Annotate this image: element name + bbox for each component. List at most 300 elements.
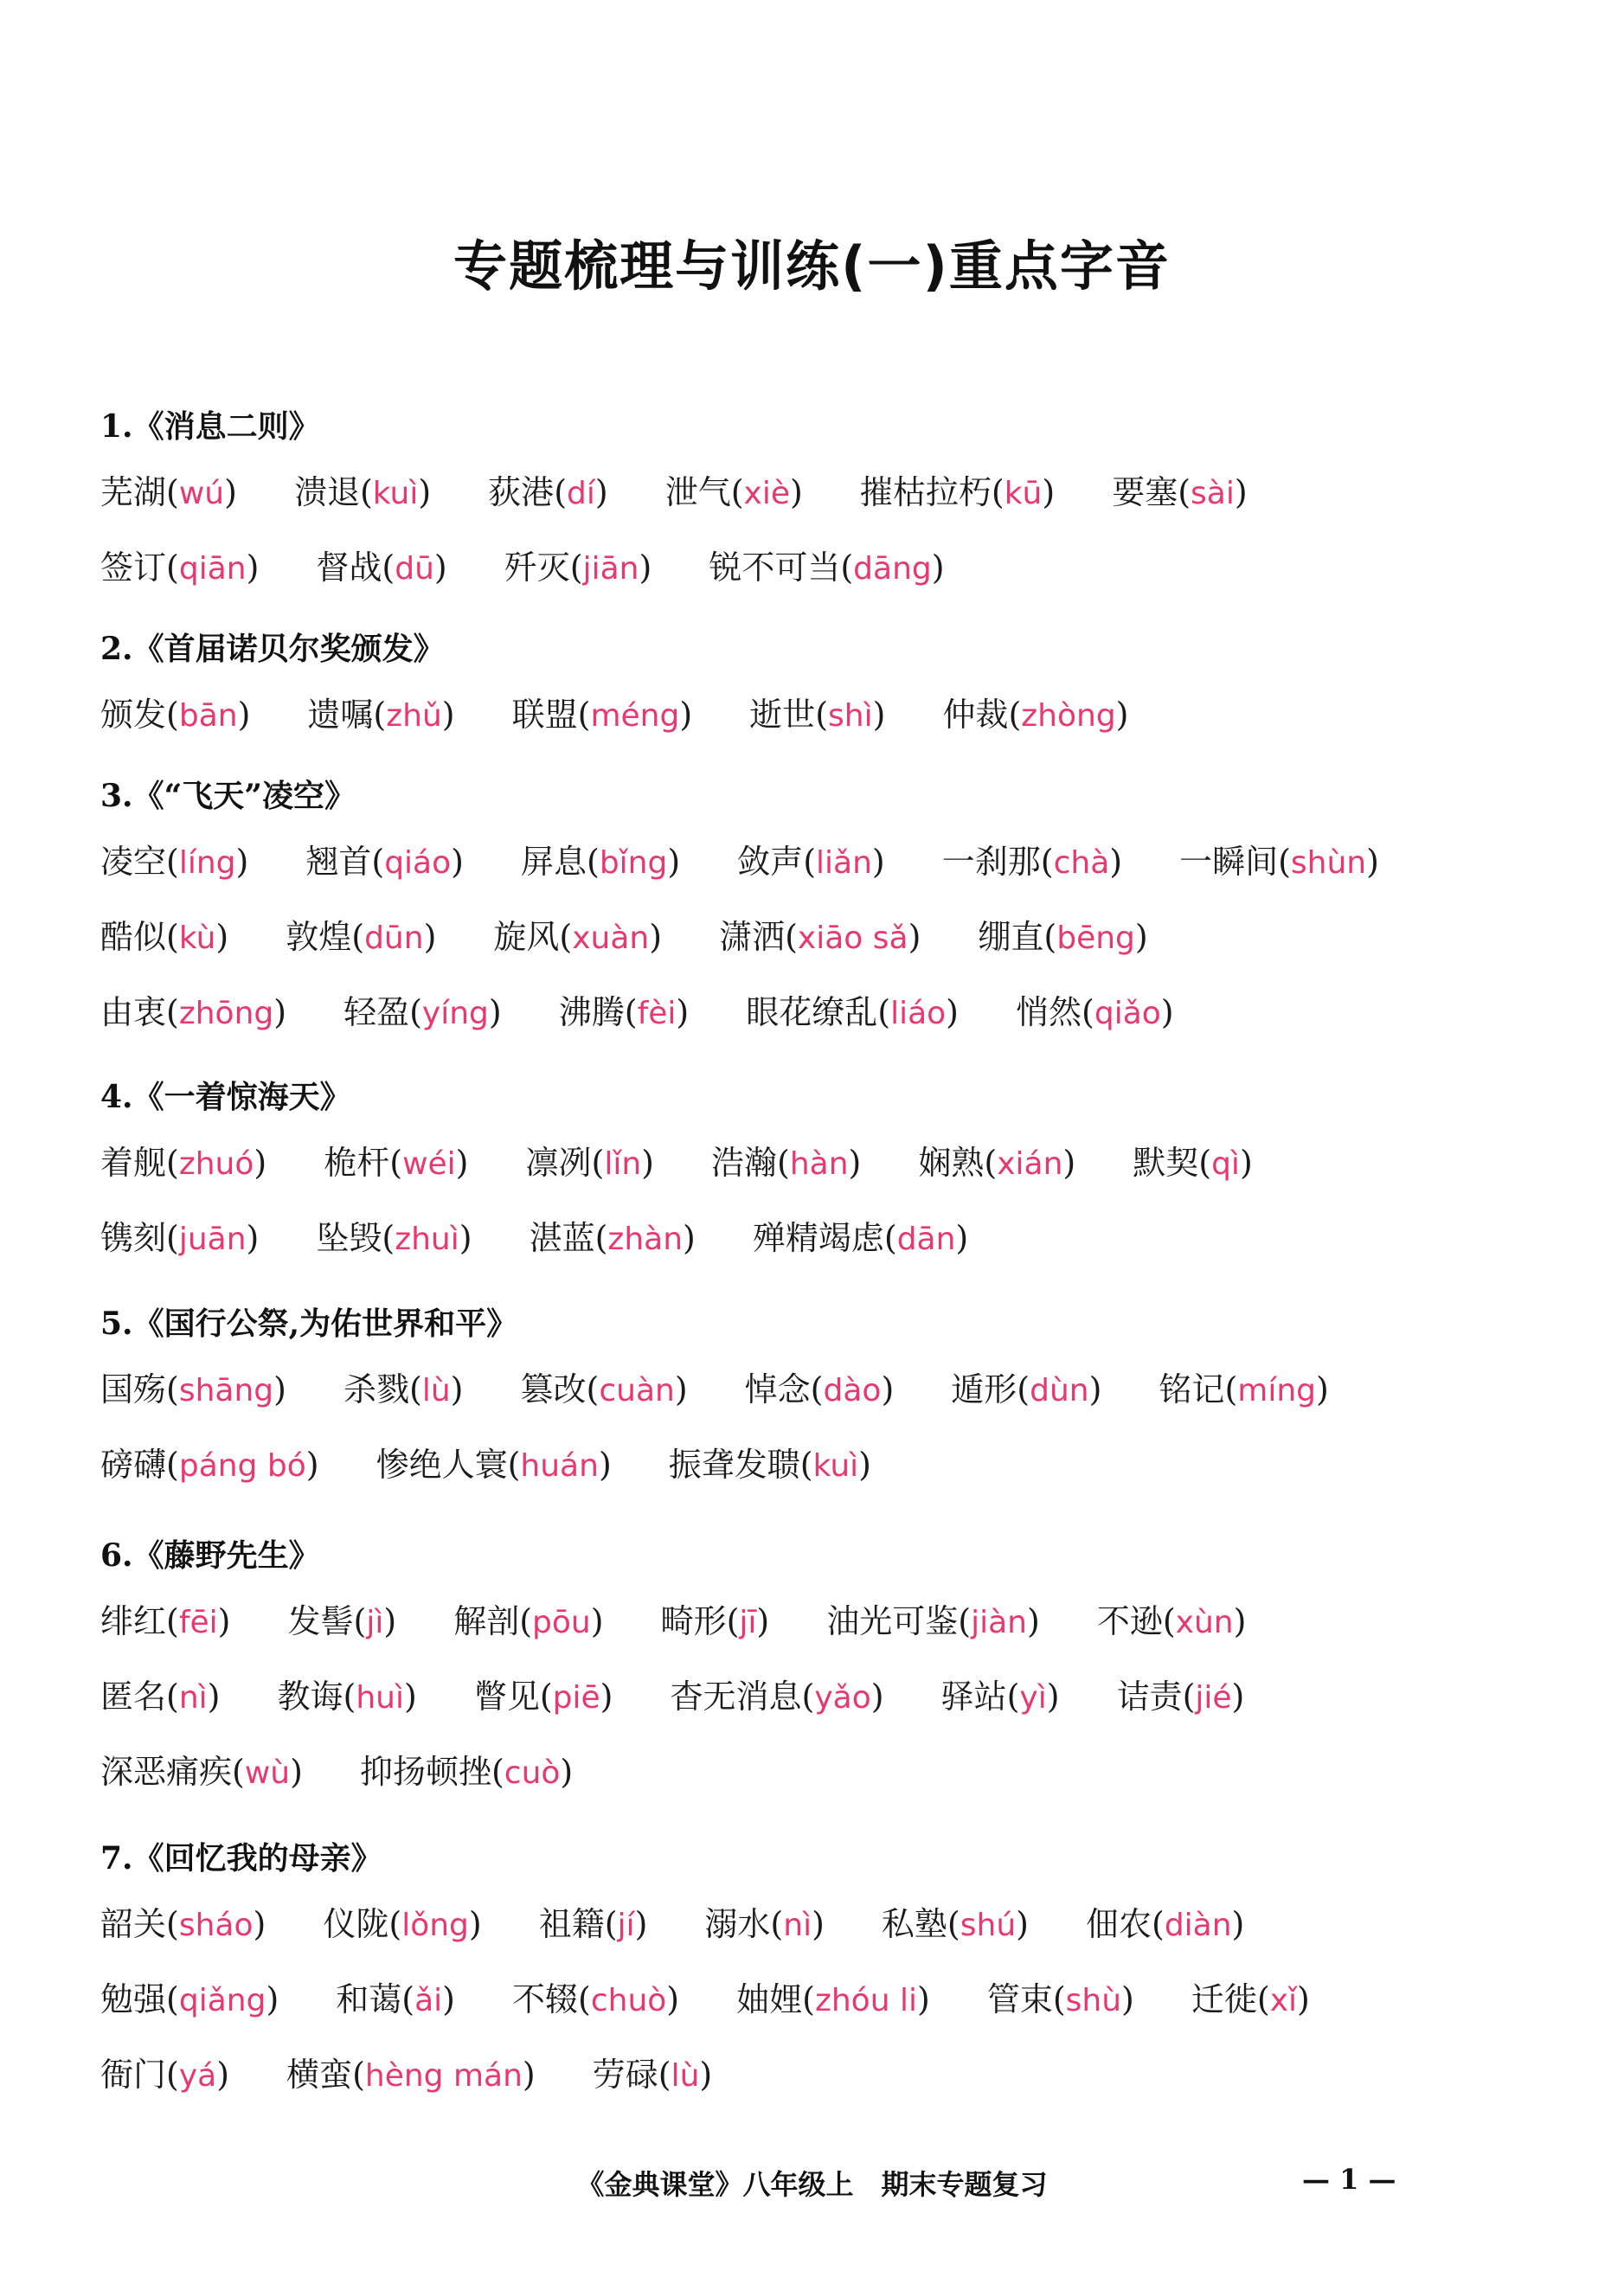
paren-open: ( [1082,993,1094,1031]
word: 和蔼 [336,1980,402,2018]
paren-close: ) [459,1219,472,1257]
word-item [512,1980,679,2020]
paren-close: ) [383,1602,397,1640]
pinyin: lǒng [401,1908,469,1943]
pinyin: juān [178,1222,247,1257]
word-item [941,1678,1060,1717]
paren-close: ) [955,1219,969,1257]
paren-open: ( [799,1446,813,1484]
paren-close: ) [676,993,690,1031]
paren-open: ( [382,1219,395,1257]
paren-close: ) [600,1678,613,1716]
word-row [100,473,1572,513]
paren-close: ) [1239,1144,1253,1182]
paren-open: ( [991,473,1005,511]
word: 绷直 [978,918,1044,956]
paren-close: ) [235,843,249,881]
pinyin: chuò [590,1983,667,2018]
section-heading: 1.《消息二则》 [100,408,320,445]
paren-open: ( [166,1446,179,1484]
paren-close: ) [1046,1678,1060,1716]
word-item [504,549,652,588]
pinyin: ǎi [414,1983,443,2018]
pinyin: kū [1004,476,1043,511]
word-item [305,843,464,882]
pinyin: xiè [743,476,791,511]
paren-close: ) [1121,1980,1134,2018]
word: 国殇 [100,1370,167,1408]
pinyin: dū [395,551,434,587]
word: 振聋发聩 [668,1446,800,1484]
paren-open: ( [1182,1678,1196,1716]
word-item [737,843,885,882]
pinyin: qiáo [384,845,452,881]
paren-close: ) [423,918,437,956]
section-heading: 5.《国行公祭,为佑世界和平》 [100,1306,518,1342]
paren-open: ( [840,549,854,587]
word: 摧枯拉朽 [859,473,992,511]
pinyin: shú [960,1908,1017,1943]
pinyin: líng [178,845,236,881]
paren-close: ) [253,1905,266,1943]
word: 一刹那 [941,843,1041,881]
paren-open: ( [166,843,179,881]
paren-close: ) [666,1980,680,2018]
paren-close: ) [1234,473,1248,511]
word: 教诲 [277,1678,343,1716]
word: 逝世 [749,696,816,734]
paren-open: ( [539,1678,553,1716]
pinyin: dào [823,1373,882,1408]
paren-open: ( [507,1446,521,1484]
word: 沸腾 [558,993,625,1031]
word: 解剖 [453,1602,520,1640]
word-item [1086,1905,1244,1945]
word-item [278,1678,417,1717]
pinyin: fēi [178,1605,218,1640]
word-item [474,1678,613,1717]
word-item [539,1905,648,1945]
word: 镌刻 [100,1219,167,1257]
word-item [376,1446,612,1485]
paren-close: ) [418,473,432,511]
paren-close: ) [699,2056,713,2094]
pinyin: dùn [1030,1373,1089,1408]
paren-close: ) [598,1446,612,1484]
paren-open: ( [1178,473,1191,511]
word: 杀戮 [343,1370,409,1408]
paren-close: ) [455,1144,469,1182]
paren-close: ) [683,1219,696,1257]
word-item [711,1144,861,1184]
pinyin: zhōng [178,996,274,1031]
word-item [745,1370,895,1410]
word-item [526,1144,655,1184]
pinyin: fèi [637,996,677,1031]
word-item [294,473,431,513]
word-item [316,549,446,588]
word: 铭记 [1159,1370,1225,1408]
paren-open: ( [1043,918,1057,956]
paren-close: ) [560,1753,574,1791]
paren-close: ) [433,549,447,587]
paren-open: ( [1006,1678,1020,1716]
paren-open: ( [577,696,591,734]
word: 仲裁 [942,696,1009,734]
paren-open: ( [351,918,365,956]
word-item [100,1219,259,1259]
paren-open: ( [726,1602,740,1640]
paren-close: ) [246,1219,260,1257]
paren-open: ( [624,993,638,1031]
word: 磅礴 [100,1446,167,1484]
paren-close: ) [403,1678,417,1716]
word-item [316,1219,472,1259]
word-item [100,473,237,513]
word-item [1016,993,1174,1033]
pinyin: zhòng [1021,698,1116,734]
word: 翘首 [305,843,372,881]
pinyin: liáo [890,996,947,1031]
word-item [1117,1678,1245,1717]
paren-open: ( [373,696,387,734]
word: 眼花缭乱 [746,993,878,1031]
word: 着舰 [100,1144,167,1182]
pinyin: zhàn [607,1222,684,1257]
word: 佃农 [1085,1905,1152,1943]
paren-close: ) [812,1905,825,1943]
paren-close: ) [216,2056,230,2094]
pinyin: hèng mán [364,2058,523,2094]
paren-close: ) [273,993,287,1031]
word: 祖籍 [538,1905,605,1943]
section-heading: 6.《藤野先生》 [100,1537,320,1574]
paren-open: ( [359,473,373,511]
paren-close: ) [1088,1370,1102,1408]
paren-close: ) [305,1446,319,1484]
pinyin: qì [1211,1146,1240,1182]
word: 横蛮 [286,2056,353,2094]
paren-close: ) [1062,1144,1076,1182]
pinyin: qiǎng [178,1983,266,2018]
paren-close: ) [217,1602,231,1640]
paren-close: ) [639,549,652,587]
pinyin: diàn [1164,1908,1232,1943]
paren-open: ( [586,1370,600,1408]
paren-open: ( [883,1219,897,1257]
paren-open: ( [947,1905,960,1943]
word: 凛冽 [525,1144,592,1182]
word: 旋风 [493,918,560,956]
word: 敛声 [737,843,804,881]
paren-close: ) [871,843,885,881]
paren-open: ( [1256,1980,1270,2018]
paren-open: ( [232,1753,245,1791]
word: 要塞 [1112,473,1178,511]
paren-close: ) [266,1980,279,2018]
word-item [100,843,248,882]
paren-close: ) [649,918,663,956]
pinyin: xiāo sǎ [797,921,908,956]
pinyin: shù [1065,1983,1122,2018]
paren-close: ) [254,1144,267,1182]
word-item [100,1905,266,1945]
paren-open: ( [343,1678,356,1716]
paren-close: ) [946,993,959,1031]
pinyin: shì [828,698,873,734]
paren-open: ( [1278,843,1291,881]
paren-open: ( [586,843,600,881]
pinyin: shāng [178,1373,274,1408]
paren-open: ( [1198,1144,1212,1182]
word-row [100,2056,1572,2095]
word: 遗嘱 [307,696,374,734]
paren-close: ) [1026,1602,1040,1640]
paren-close: ) [1233,1602,1247,1640]
word: 私塾 [881,1905,947,1943]
paren-close: ) [207,1678,221,1716]
word: 殚精竭虑 [752,1219,884,1257]
pinyin: kuì [812,1448,859,1484]
paren-open: ( [166,1602,179,1640]
paren-open: ( [166,1678,179,1716]
word-row [100,918,1572,958]
word-item [343,993,502,1033]
pinyin: xǐ [1269,1983,1298,2018]
paren-close: ) [1042,473,1056,511]
pinyin: zhóu li [814,1983,917,2018]
paren-close: ) [667,843,681,881]
section-heading: 7.《回忆我的母亲》 [100,1840,382,1877]
word-item [942,696,1128,735]
word: 溃退 [293,473,360,511]
word: 油光可鉴 [826,1602,959,1640]
paren-open: ( [166,993,179,1031]
word: 匿名 [100,1678,167,1716]
word-item [100,1144,266,1184]
word: 衙门 [100,2056,167,2094]
pinyin: míng [1237,1373,1317,1408]
paren-close: ) [1316,1370,1329,1408]
pinyin: bēng [1056,921,1135,956]
word: 潇洒 [719,918,786,956]
word: 凌空 [100,843,167,881]
word-item [719,918,921,958]
paren-open: ( [1052,1980,1066,2018]
word: 签订 [100,549,167,587]
paren-close: ) [881,1370,895,1408]
word-item [1159,1370,1328,1410]
paren-open: ( [810,1370,824,1408]
word: 歼灭 [504,549,570,587]
word-item [749,696,885,735]
word: 溺水 [704,1905,771,1943]
pinyin: piē [552,1680,600,1716]
word: 不辍 [512,1980,579,2018]
word: 浩瀚 [711,1144,778,1182]
word: 妯娌 [736,1980,803,2018]
pinyin: pōu [532,1605,591,1640]
word-item [521,843,680,882]
paren-close: ) [1231,1905,1245,1943]
paren-open: ( [984,1144,998,1182]
word-item [978,918,1147,958]
pinyin: cuàn [599,1373,675,1408]
pinyin: jí [617,1908,635,1943]
paren-close: ) [488,993,502,1031]
pinyin: jì [366,1605,384,1640]
word: 抑扬顿挫 [359,1753,491,1791]
pinyin: jī [739,1605,757,1640]
pinyin: hàn [789,1146,849,1182]
pinyin: zhǔ [386,698,442,734]
pinyin: xuàn [572,921,650,956]
paren-open: ( [1162,1602,1176,1640]
paren-open: ( [382,549,395,587]
word-row [100,1678,1572,1717]
pinyin: wú [178,476,225,511]
paren-open: ( [491,1753,504,1791]
paren-close: ) [1297,1980,1310,2018]
word: 联盟 [511,696,578,734]
word-item [286,918,436,958]
word-item [746,993,959,1033]
word-item [665,473,803,513]
paren-open: ( [389,1144,403,1182]
paren-open: ( [658,2056,671,2094]
footer-page-number: — 1 — [1302,2163,1396,2196]
paren-close: ) [931,549,945,587]
word-item [100,1446,319,1485]
word-item [488,473,608,513]
word: 韶关 [100,1905,167,1943]
paren-open: ( [801,1678,815,1716]
word-item [882,1905,1029,1945]
pinyin: jiān [582,551,639,587]
word-item [1097,1602,1247,1642]
pinyin: dāng [853,551,932,587]
word: 桅杆 [324,1144,390,1182]
word: 深恶痛疾 [100,1753,233,1791]
paren-open: ( [166,1219,179,1257]
section-heading: 2.《首届诺贝尔奖颁发》 [100,631,445,667]
paren-close: ) [679,696,693,734]
word-item [1179,843,1379,882]
pinyin: nì [178,1680,208,1716]
word: 锐不可当 [709,549,841,587]
paren-close: ) [590,1602,604,1640]
word-item [942,843,1122,882]
word-item [671,1678,884,1717]
word-row [100,843,1572,882]
paren-close: ) [224,473,237,511]
word-row [100,1905,1572,1945]
paren-open: ( [802,1980,815,2018]
paren-open: ( [554,473,568,511]
paren-open: ( [559,918,573,956]
paren-open: ( [352,2056,365,2094]
word: 诘责 [1116,1678,1183,1716]
paren-open: ( [770,1905,784,1943]
word-item [100,1753,303,1793]
paren-open: ( [1151,1905,1165,1943]
paren-close: ) [451,843,464,881]
pinyin: chà [1053,845,1110,881]
pinyin: wù [244,1755,291,1791]
paren-open: ( [388,1905,402,1943]
word-item [324,1144,468,1184]
word: 敦煌 [286,918,352,956]
paren-open: ( [166,918,179,956]
word-item [453,1602,603,1642]
word-row [100,1980,1572,2020]
pinyin: sháo [178,1908,254,1943]
paren-open: ( [1224,1370,1238,1408]
paren-open: ( [519,1602,533,1640]
word: 一瞬间 [1179,843,1279,881]
paren-open: ( [1017,1370,1030,1408]
paren-open: ( [166,473,179,511]
paren-open: ( [401,1980,415,2018]
paren-close: ) [522,2056,536,2094]
paren-open: ( [777,1144,790,1182]
paren-open: ( [803,843,817,881]
paren-open: ( [166,549,179,587]
word-item [918,1144,1075,1184]
pinyin: lù [671,2058,700,2094]
pinyin: bǐng [599,845,668,881]
word-item [512,696,693,735]
paren-open: ( [1040,843,1054,881]
word-row [100,993,1572,1033]
word: 坠毁 [316,1219,382,1257]
pinyin: zhuó [178,1146,254,1182]
word-item [307,696,454,735]
paren-close: ) [756,1602,770,1640]
paren-open: ( [877,993,891,1031]
word-item [1112,473,1248,513]
paren-open: ( [569,549,583,587]
paren-close: ) [870,1678,884,1716]
word: 劳碌 [592,2056,658,2094]
paren-close: ) [634,1905,648,1943]
paren-open: ( [166,696,179,734]
word-item [100,993,286,1033]
paren-close: ) [290,1753,303,1791]
paren-open: ( [1008,696,1022,734]
paren-open: ( [409,993,422,1031]
pinyin: méng [590,698,680,734]
paren-close: ) [641,1144,654,1182]
paren-close: ) [790,473,803,511]
pinyin: yǎo [814,1680,871,1716]
paren-open: ( [604,1905,618,1943]
paren-open: ( [958,1602,972,1640]
pinyin: dí [567,476,595,511]
paren-open: ( [591,1144,605,1182]
word-row [100,1370,1572,1410]
paren-close: ) [468,1905,482,1943]
paren-close: ) [1231,1678,1245,1716]
pinyin: kuì [372,476,419,511]
word: 由衷 [100,993,167,1031]
word: 屏息 [520,843,587,881]
pinyin: wéi [402,1146,456,1182]
word: 驿站 [940,1678,1007,1716]
paren-open: ( [166,2056,179,2094]
pinyin: xùn [1175,1605,1234,1640]
word: 悄然 [1016,993,1082,1031]
